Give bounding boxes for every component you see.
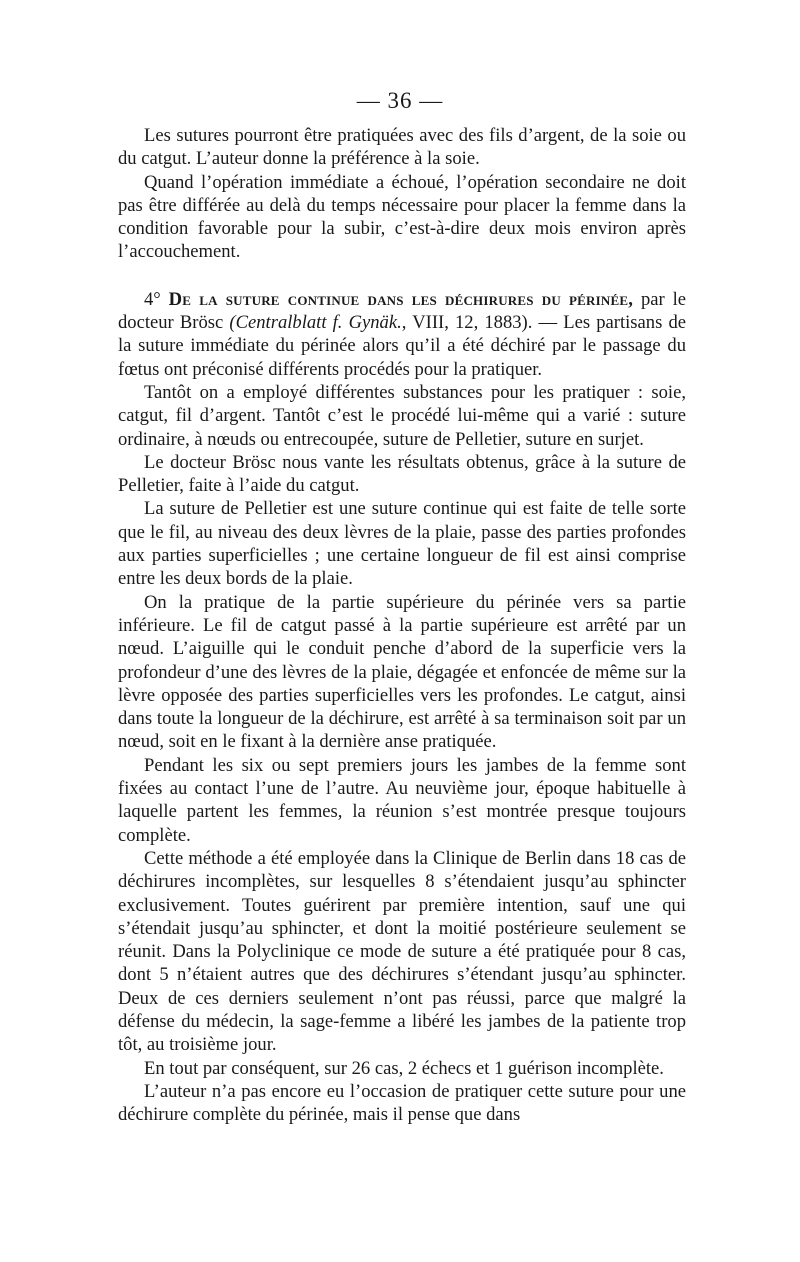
page-body xyxy=(118,124,686,1126)
paragraph-2: Quand l’opération immédiate a échoué, l’opération secondaire ne doit pas être différée au delà du temps nécessaire pour placer la femme dans la condition favorable pour la subir, c’est-à-dire deux mois environ après l’accouchement. xyxy=(118,171,686,263)
section-number: 4° xyxy=(144,288,161,310)
paragraph-5: La suture de Pelletier est une suture continue qui est faite de telle sorte que le fil, au niveau des deux lèvres de la plaie, passe des parties profondes aux parties superficielles ; une certaine longueur de fil est ainsi comprise entre les deux bords de la plaie. xyxy=(118,498,686,590)
section-heading: De la suture continue dans les déchirures du périnée, xyxy=(168,288,634,310)
section-byline: par le docteur Brösc xyxy=(118,288,687,334)
section-citation: (Centralblatt f. Gynäk. xyxy=(229,312,402,334)
page-number: — 36 — xyxy=(356,88,444,113)
section-citation-details: , VIII, 12, 1883). xyxy=(401,312,533,334)
paragraph-3: Tantôt on a employé différentes substances pour les pratiquer : soie, catgut, fil d’argent. Tantôt c’est le procédé lui-même qui a varié : suture ordinaire, à nœuds ou entrecoupée, suture de Pelletier, suture en surjet. xyxy=(118,381,686,450)
paragraph-9: En tout par conséquent, sur 26 cas, 2 échecs et 1 guérison incomplète. xyxy=(144,1057,664,1079)
paragraph-4: Le docteur Brösc nous vante les résultats obtenus, grâce à la suture de Pelletier, faite à l’aide du catgut. xyxy=(118,451,686,497)
paragraph-7: Pendant les six ou sept premiers jours les jambes de la femme sont fixées au contact l’une de l’autre. Au neuvième jour, époque habituelle à laquelle partent les femmes, la réunion s’est montrée presque toujours complète. xyxy=(118,754,686,846)
section-text: — Les partisans de la suture immédiate du périnée alors qu’il a été déchiré par le passage du fœtus ont préconisé différents procédés pour la pratiquer. xyxy=(118,312,687,380)
paragraph-1: Les sutures pourront être pratiquées avec des fils d’argent, de la soie ou du catgut. L’auteur donne la préférence à la soie. xyxy=(118,125,686,170)
paragraph-8: Cette méthode a été employée dans la Clinique de Berlin dans 18 cas de déchirures incomplètes, sur lesquelles 8 s’étendaient jusqu’au sphincter exclusivement. Toutes guérirent par première intention, sauf une qui s’étendait jusqu’au sphincter, et dont la moitié postérieure seulement se réunit. Dans la Polyclinique ce mode de suture a été pratiquée pour 8 cas, dont 5 n’étaient autres que des déchirures s’étendant jusqu’au sphincter. Deux de ces derniers seulement n’ont pas réussi, parce que malgré la défense du médecin, la sage-femme a libéré les jambes de la patiente trop tôt, au troisième jour. xyxy=(118,847,686,1056)
paragraph-10: L’auteur n’a pas encore eu l’occasion de pratiquer cette suture pour une déchirure complète du périnée, mais il pense que dans xyxy=(118,1080,686,1126)
paragraph-6: On la pratique de la partie supérieure du périnée vers sa partie inférieure. Le fil de catgut passé à la partie supérieure est arrêté par un nœud. L’aiguille qui le conduit penche d’abord de la superficie vers la profondeur d’une des lèvres de la plaie, dégagée et enfoncée de même sur la lèvre opposée des parties superficielles vers les profondes. Le catgut, ainsi dans toute la longueur de la déchirure, est arrêté à sa terminaison soit par un nœud, soit en le fixant à la dernière anse pratiquée. xyxy=(118,591,686,753)
section-4-paragraph xyxy=(118,288,686,381)
